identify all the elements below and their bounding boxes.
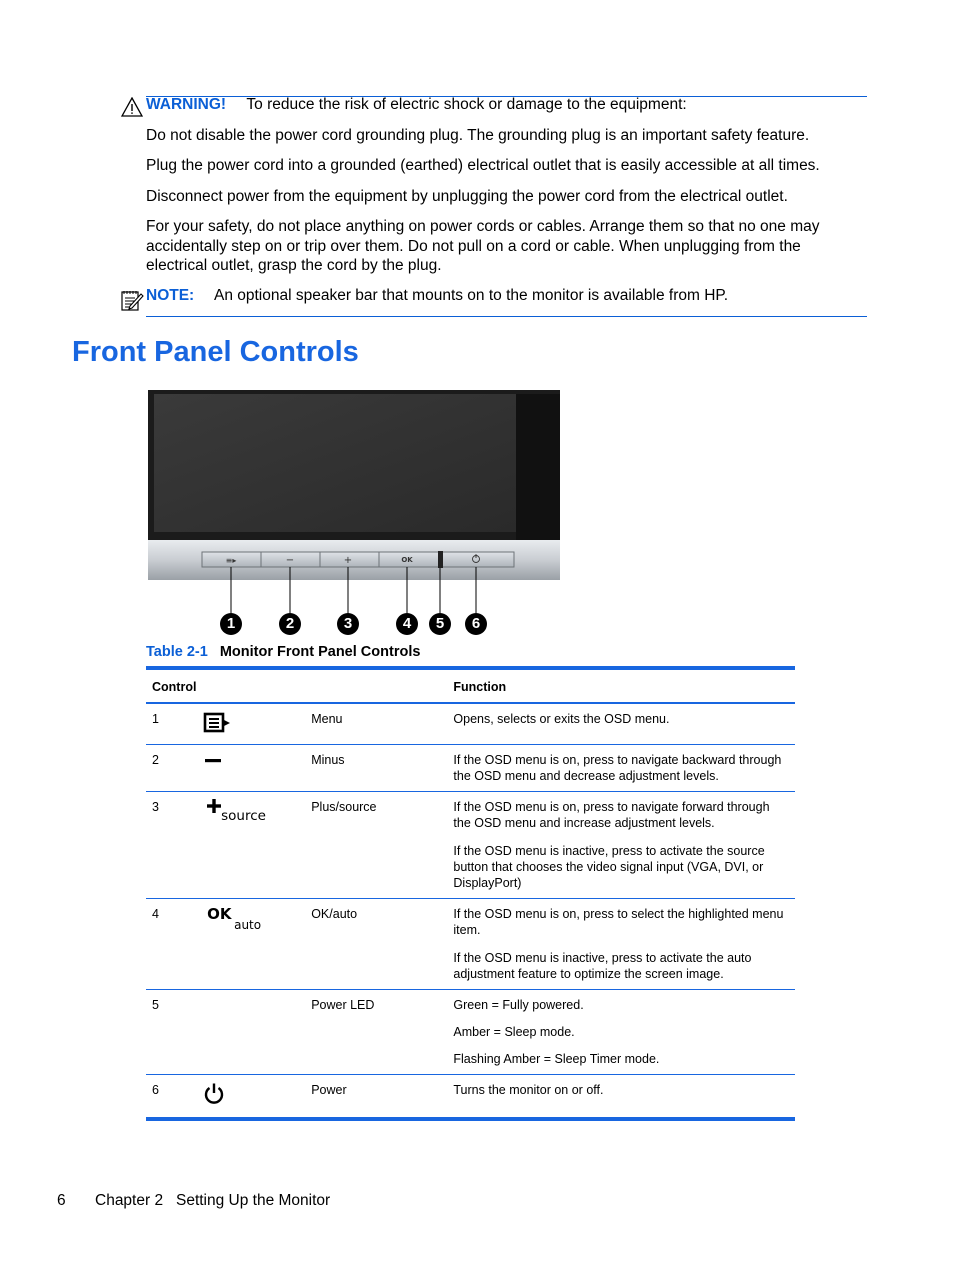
callout-5: 5 [429,613,451,635]
table-header-row [146,668,795,703]
menu-icon [203,711,231,733]
table-row [146,792,795,899]
warning-paragraph: Do not disable the power cord grounding plug. The grounding plug is an important safety feature. [146,127,810,144]
power-icon [203,1082,225,1106]
row-control-name: Power LED [311,998,375,1012]
table-caption [146,644,420,660]
row-function [447,792,795,899]
page-number: 6 [57,1192,66,1209]
row-number: 6 [152,1083,159,1097]
row-number: 3 [152,800,159,814]
note-text-line [146,286,866,306]
monitor-front-panel-figure [148,390,560,640]
warning-triangle-icon [121,97,143,117]
table-row [146,990,795,1075]
row-function-text: If the OSD menu is inactive, press to activate the auto adjustment feature to optimize the screen image. [453,951,752,981]
table-row [146,899,795,990]
row-function-text: If the OSD menu is on, press to navigate forward through the OSD menu and increase adjustment levels. [453,800,770,830]
warning-paragraph: For your safety, do not place anything on power cords or cables. Arrange them so that no one may accidentally step on or trip over them. Do not pull on a cord or cable. When unplugging from the electrical outlet, grasp the cord by the plug. [146,218,820,274]
table-row [146,703,795,745]
row-function [447,745,795,792]
row-function-text: Green = Fully powered. [453,998,584,1012]
warning-intro: To reduce the risk of electric shock or damage to the equipment: [246,96,687,113]
row-number: 2 [152,753,159,767]
row-icon-cell [197,703,305,745]
note-pad-icon [120,288,144,312]
ok-auto-icon [203,906,299,932]
row-function-text: If the OSD menu is on, press to navigate backward through the OSD menu and decrease adjustment levels. [453,753,782,783]
row-control-name: Plus/source [311,800,377,814]
front-panel-controls-table [146,666,795,1121]
svg-text:≡▸: ≡▸ [225,556,237,565]
row-icon-cell [197,990,305,1075]
svg-text:+: + [343,555,353,566]
row-control-name: Menu [311,712,343,726]
row-function-text: If the OSD menu is on, press to select the highlighted menu item. [453,907,784,937]
auto-label: auto [234,918,262,932]
callout-4: 4 [396,613,418,635]
row-function [447,703,795,745]
row-function-text: Flashing Amber = Sleep Timer mode. [453,1052,660,1066]
header-function: Function [453,680,507,694]
table-row [146,745,795,792]
plus-source-icon [203,799,299,825]
note-text: An optional speaker bar that mounts on to the monitor is available from HP. [213,287,729,304]
table-row [146,1075,795,1120]
section-title: Front Panel Controls [72,336,359,368]
note-bottom-rule [146,316,867,317]
callout-6: 6 [465,613,487,635]
header-control: Control [152,680,197,694]
ok-label: OK [207,905,232,923]
row-number: 4 [152,907,159,921]
row-number: 1 [152,712,159,726]
callout-1: 1 [220,613,242,635]
table-caption-number: Table 2-1 [146,644,208,660]
table-caption-title: Monitor Front Panel Controls [219,644,421,660]
callout-3: 3 [337,613,359,635]
source-label: source [221,808,266,824]
warning-label: WARNING! [146,96,227,113]
row-function-text: Turns the monitor on or off. [453,1083,604,1097]
svg-text:OK: OK [401,556,413,564]
chapter-title: Chapter 2 Setting Up the Monitor [95,1192,331,1209]
row-icon-cell [197,745,305,792]
callout-2: 2 [279,613,301,635]
warning-paragraph: Disconnect power from the equipment by unplugging the power cord from the electrical outlet. [146,188,788,205]
row-icon-cell [197,1075,305,1120]
warning-header [146,95,866,115]
svg-text:−: − [285,555,295,566]
row-control-name: Minus [311,753,345,767]
row-control-name: Power [311,1083,347,1097]
row-function [447,1075,795,1120]
row-control-name: OK/auto [311,907,358,921]
row-function-text: Opens, selects or exits the OSD menu. [453,712,670,726]
row-function-text: Amber = Sleep mode. [453,1025,575,1039]
row-icon-cell [197,899,305,990]
row-function-text: If the OSD menu is inactive, press to activate the source button that chooses the video signal input (VGA, DVI, or DisplayPort) [453,844,765,890]
minus-icon [203,752,223,768]
plus-glyph [207,799,221,813]
row-icon-cell [197,792,305,899]
row-function [447,899,795,990]
note-label: NOTE: [146,287,195,304]
row-function [447,990,795,1075]
warning-paragraph: Plug the power cord into a grounded (earthed) electrical outlet that is easily accessible at all times. [146,157,820,174]
row-number: 5 [152,998,159,1012]
